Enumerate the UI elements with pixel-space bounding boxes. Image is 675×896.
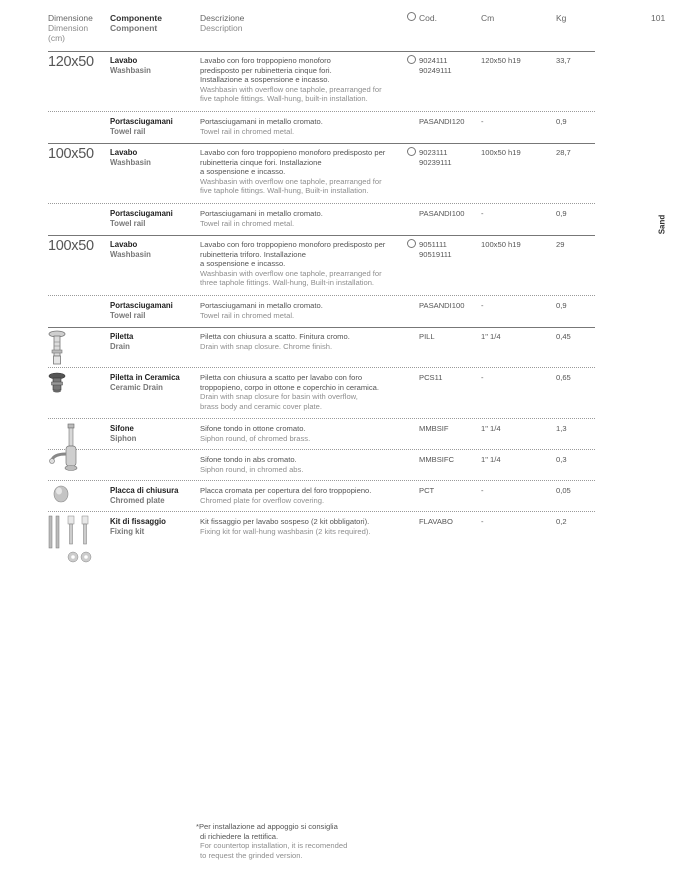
description-it-line: Installazione a sospensione e incasso.: [200, 75, 330, 85]
cm-value: 100x50 h19: [481, 148, 521, 157]
description-en-line: Washbasin with overflow one taphole, prearranged for: [200, 268, 382, 278]
component-it: Lavabo: [110, 240, 138, 249]
code-value: PCT: [419, 486, 435, 495]
code-value: PASANDI120: [419, 117, 465, 126]
header-rule: [48, 51, 595, 52]
code-value: 90249111: [419, 65, 452, 75]
code-value: 9051111: [419, 240, 447, 249]
component-it: Piletta in Ceramica: [110, 373, 180, 382]
code-value: PCS11: [419, 373, 443, 382]
description-cell: [200, 332, 406, 351]
description-en-line: five taphole fittings. Wall-hung, Built-in installation.: [200, 186, 369, 196]
component-en: Drain: [110, 341, 130, 351]
kg-value: 29: [556, 240, 565, 249]
row-divider: [48, 480, 595, 481]
code-value: MMBSIFC: [419, 455, 455, 464]
header-component: [110, 13, 162, 33]
description-it-line: Piletta con chiusura a scatto. Finitura cromo.: [200, 332, 350, 341]
header-code: Cod.: [419, 13, 437, 23]
code-value: 90239111: [419, 157, 452, 167]
component-it: Sifone: [110, 424, 134, 433]
component-en: Towel rail: [110, 218, 146, 228]
description-it-line: Sifone tondo in abs cromato.: [200, 455, 297, 464]
component-it: Placca di chiusura: [110, 486, 179, 495]
row-divider: [48, 111, 595, 112]
header-component-it: Componente: [110, 13, 162, 23]
cm-value: -: [481, 517, 484, 526]
component-cell: [110, 486, 178, 505]
dimension-value: 100x50: [48, 238, 94, 254]
group-rule: [48, 327, 595, 328]
chromed-plate-icon: [50, 484, 72, 504]
description-cell: [200, 117, 406, 136]
code-value: PASANDI100: [419, 301, 465, 310]
description-en-line: Drain with snap closure for basin with overflow,: [200, 392, 358, 402]
component-cell: [110, 240, 151, 259]
component-en: Ceramic Drain: [110, 382, 163, 392]
description-it-line: Placca cromata per copertura del foro troppopieno.: [200, 486, 372, 495]
component-it: Lavabo: [110, 148, 138, 157]
description-it-line: troppopieno, corpo in ottone e coperchio in ceramica.: [200, 382, 379, 392]
component-it: Kit di fissaggio: [110, 517, 166, 526]
cm-value: 1" 1/4: [481, 424, 501, 433]
row-divider: [48, 418, 595, 419]
kg-value: 0,65: [556, 373, 571, 382]
component-cell: [110, 301, 173, 320]
description-cell: [200, 301, 406, 320]
cm-value: -: [481, 486, 484, 495]
description-cell: [200, 240, 406, 288]
component-cell: [110, 117, 173, 136]
description-en-line: Washbasin with overflow one taphole, prearranged for: [200, 84, 382, 94]
page-number: 101: [651, 13, 666, 23]
description-it-line: a sospensione e incasso.: [200, 167, 286, 177]
component-en: Fixing kit: [110, 526, 145, 536]
component-cell: [110, 209, 173, 228]
component-cell: [110, 148, 151, 167]
header-cm: Cm: [481, 13, 495, 23]
footnote-en-line: to request the grinded version.: [200, 850, 303, 860]
description-en-line: five taphole fittings. Wall-hung, built-in installation.: [200, 94, 368, 104]
kg-value: 0,2: [556, 517, 567, 526]
cm-value: 100x50 h19: [481, 240, 521, 249]
row-divider: [48, 511, 595, 512]
code-value: MMBSIF: [419, 424, 449, 433]
component-it: Portasciugamani: [110, 209, 173, 218]
cm-value: -: [481, 117, 484, 126]
header-dimension: [48, 13, 93, 43]
fixing-kit-icon: [46, 514, 100, 566]
component-en: Towel rail: [110, 126, 146, 136]
code-cell: [419, 56, 452, 75]
circle-option-icon: [407, 12, 416, 21]
cm-value: -: [481, 373, 484, 382]
description-en-line: brass body and ceramic cover plate.: [200, 401, 322, 411]
circle-option-icon: [407, 239, 416, 248]
description-cell: [200, 373, 406, 411]
description-it-line: rubinetteria cinque fori. Installazione: [200, 157, 322, 167]
description-cell: [200, 148, 406, 196]
description-en-line: Washbasin with overflow one taphole, prearranged for: [200, 176, 382, 186]
kg-value: 28,7: [556, 148, 571, 157]
description-it-line: Sifone tondo in ottone cromato.: [200, 424, 306, 433]
header-dimension-it: Dimensione: [48, 13, 93, 23]
description-cell: [200, 209, 406, 228]
kg-value: 33,7: [556, 56, 571, 65]
description-it-line: Portasciugamani in metallo cromato.: [200, 209, 323, 218]
kg-value: 0,05: [556, 486, 571, 495]
component-it: Portasciugamani: [110, 301, 173, 310]
description-en-line: Towel rail in chromed metal.: [200, 310, 295, 320]
group-rule: [48, 235, 595, 236]
code-value: 90519111: [419, 249, 452, 259]
component-cell: [110, 56, 151, 75]
header-description-en: Description: [200, 23, 243, 33]
cm-value: 1" 1/4: [481, 455, 501, 464]
component-it: Portasciugamani: [110, 117, 173, 126]
header-dimension-unit: (cm): [48, 33, 65, 43]
row-divider: [48, 367, 595, 368]
description-it-line: Piletta con chiusura a scatto per lavabo con foro: [200, 373, 363, 382]
cm-value: 120x50 h19: [481, 56, 521, 65]
description-it-line: Lavabo con foro troppopieno monoforo: [200, 56, 331, 65]
header-description-it: Descrizione: [200, 13, 245, 23]
description-it-line: a sospensione e incasso.: [200, 259, 286, 269]
code-value: FLAVABO: [419, 517, 453, 526]
ceramic-drain-icon: [48, 372, 66, 394]
description-en-line: Fixing kit for wall-hung washbasin (2 kits required).: [200, 526, 371, 536]
code-value: PILL: [419, 332, 435, 341]
description-en-line: Drain with snap closure. Chrome finish.: [200, 341, 333, 351]
description-cell: [200, 455, 406, 474]
cm-value: -: [481, 209, 484, 218]
cm-value: -: [481, 301, 484, 310]
cm-value: 1" 1/4: [481, 332, 501, 341]
footnote: [196, 822, 347, 860]
description-cell: [200, 517, 406, 536]
footnote-en-line: For countertop installation, it is recomended: [200, 841, 348, 851]
component-en: Washbasin: [110, 157, 151, 167]
kg-value: 0,9: [556, 301, 567, 310]
component-cell: [110, 424, 136, 443]
description-en-line: three taphole fittings. Wall-hung, Built-in installation.: [200, 278, 375, 288]
footnote-it-line: *Per installazione ad appoggio si consiglia: [196, 822, 338, 831]
description-cell: [200, 486, 406, 505]
footnote-it-line: di richiedere la rettifica.: [200, 831, 279, 841]
component-en: Towel rail: [110, 310, 146, 320]
row-divider: [48, 295, 595, 296]
row-divider: [48, 449, 595, 450]
description-en-line: Chromed plate for overflow covering.: [200, 495, 325, 505]
component-cell: [110, 373, 180, 392]
kg-value: 1,3: [556, 424, 567, 433]
description-it-line: Portasciugamani in metallo cromato.: [200, 117, 323, 126]
code-value: PASANDI100: [419, 209, 465, 218]
description-it-line: Kit fissaggio per lavabo sospeso (2 kit obbligatori).: [200, 517, 370, 526]
group-rule: [48, 143, 595, 144]
siphon-icon: [48, 422, 92, 476]
component-en: Siphon: [110, 433, 137, 443]
description-it-line: predisposto per rubinetteria cinque fori.: [200, 65, 332, 75]
dimension-value: 100x50: [48, 146, 94, 162]
kg-value: 0,9: [556, 209, 567, 218]
kg-value: 0,3: [556, 455, 567, 464]
header-kg: Kg: [556, 13, 567, 23]
description-cell: [200, 56, 406, 104]
description-en-line: Towel rail in chromed metal.: [200, 218, 295, 228]
circle-option-icon: [407, 55, 416, 64]
component-en: Washbasin: [110, 65, 151, 75]
row-divider: [48, 203, 595, 204]
code-cell: [419, 240, 452, 259]
description-en-line: Siphon round, of chromed brass.: [200, 433, 311, 443]
drain-icon: [48, 330, 66, 366]
component-it: Lavabo: [110, 56, 138, 65]
header-description: [200, 13, 244, 33]
description-it-line: Portasciugamani in metallo cromato.: [200, 301, 323, 310]
component-it: Piletta: [110, 332, 134, 341]
component-cell: [110, 517, 166, 536]
component-en: Chromed plate: [110, 495, 165, 505]
description-en-line: Towel rail in chromed metal.: [200, 126, 295, 136]
description-en-line: Siphon round, in chromed abs.: [200, 464, 304, 474]
kg-value: 0,45: [556, 332, 571, 341]
kg-value: 0,9: [556, 117, 567, 126]
component-cell: [110, 332, 133, 351]
code-cell: [419, 148, 452, 167]
dimension-value: 120x50: [48, 54, 94, 70]
description-it-line: Lavabo con foro troppopieno monoforo predisposto per: [200, 240, 386, 249]
description-it-line: Lavabo con foro troppopieno monoforo predisposto per: [200, 148, 386, 157]
component-en: Washbasin: [110, 249, 151, 259]
header-component-en: Component: [110, 23, 158, 33]
side-label: Sand: [657, 214, 667, 235]
description-cell: [200, 424, 406, 443]
code-value: 9024111: [419, 56, 448, 65]
description-it-line: rubinetteria triforo. Installazione: [200, 249, 306, 259]
code-value: 9023111: [419, 148, 448, 157]
circle-option-icon: [407, 147, 416, 156]
header-dimension-en: Dimension: [48, 23, 89, 33]
